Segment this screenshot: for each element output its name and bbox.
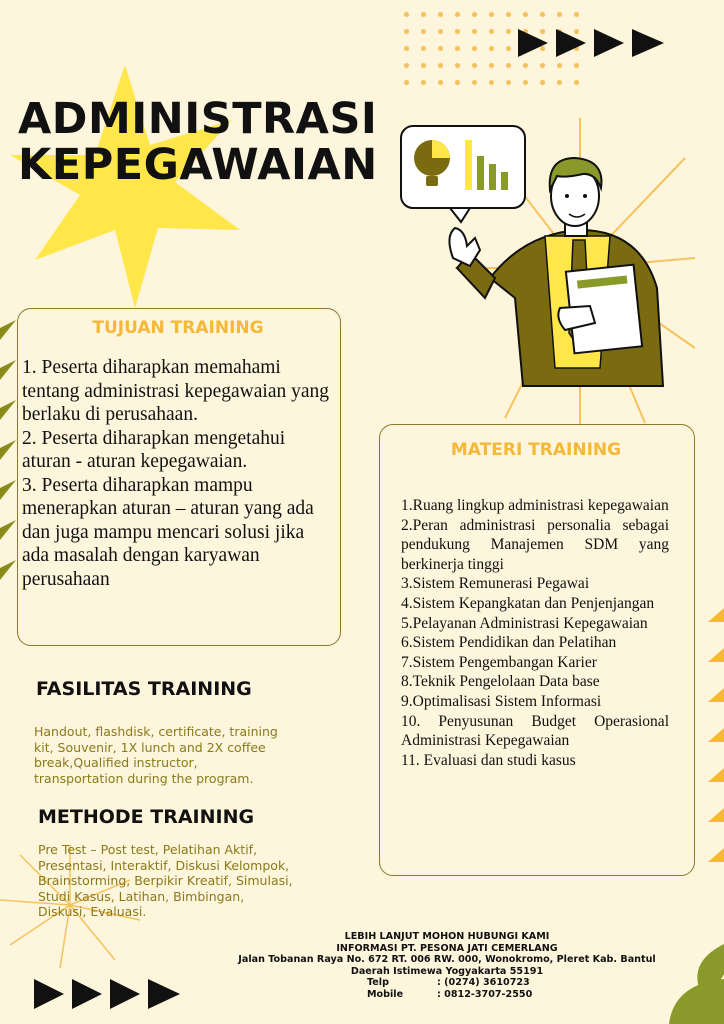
list-item: 7.Sistem Pengembangan Karier	[401, 653, 597, 671]
footer-region: Daerah Istimewa Yogyakarta 55191	[350, 965, 544, 977]
page-title: ADMINISTRASI KEPEGAWAIAN	[18, 94, 378, 190]
leaf-decoration	[664, 944, 724, 1024]
materi-training-heading: MATERI TRAINING	[450, 440, 622, 460]
triangle-arrows-top	[515, 26, 667, 60]
list-item: 1.Ruang lingkup administrasi kepegawaian	[401, 497, 669, 514]
list-item: 2.Peran administrasi personalia sebagai pendukung Manajemen SDM yang berkinerja tinggi	[401, 516, 669, 573]
right-triangle-markers	[704, 600, 724, 880]
presenter-illustration	[395, 118, 695, 428]
list-item: 9.Optimalisasi Sistem Informasi	[401, 692, 602, 710]
phone-row	[232, 977, 662, 989]
fasilitas-training-heading: FASILITAS TRAINING	[36, 678, 252, 700]
mobile-label: Mobile	[367, 988, 404, 1000]
methode-training-heading: METHODE TRAINING	[38, 806, 255, 828]
footer-line: INFORMASI PT. PESONA JATI CEMERLANG	[336, 942, 558, 954]
footer-address: Jalan Tobanan Raya No. 672 RT. 006 RW. 000, Wonokromo, Pleret Kab. Bantul	[238, 954, 656, 966]
materi-training-list	[401, 496, 669, 770]
tujuan-training-text: 1. Peserta diharapkan memahami tentang administrasi kepegawaian yang berlaku di perusahaan. 2. Peserta diharapkan mengetahui aturan - aturan kepegawaian. 3. Peserta diharapkan mampu menerapkan aturan – aturan yang ada dan juga mampu mencari solusi jika ada masalah dengan karyawan perusahaan	[22, 357, 330, 590]
list-item: 10. Penyusunan Budget Operasional Administrasi Kepegawaian	[401, 712, 669, 750]
mobile-row	[232, 989, 662, 1001]
fasilitas-training-text: Handout, flashdisk, certificate, training kit, Souvenir, 1X lunch and 2X coffee break,Qualified instructor, transportation during the program.	[34, 724, 278, 786]
list-item: 6.Sistem Pendidikan dan Pelatihan	[401, 634, 617, 652]
phone-value: : (0274) 3610723	[437, 977, 530, 989]
mobile-value: : 0812-3707-2550	[437, 988, 533, 1000]
methode-training-text: Pre Test – Post test, Pelatihan Aktif, Presentasi, Interaktif, Diskusi Kelompok, Brainstorming, Berpikir Kreatif, Simulasi, Studi Kasus, Latihan, Bimbingan, Diskusi, Evaluasi.	[38, 842, 293, 919]
phone-label: Telp	[367, 977, 389, 989]
list-item: 3.Sistem Remunerasi Pegawai	[401, 575, 590, 593]
list-item: 4.Sistem Kepangkatan dan Penjenjangan	[401, 594, 655, 612]
list-item: 8.Teknik Pengelolaan Data base	[401, 673, 600, 691]
list-item: 5.Pelayanan Administrasi Kepegawaian	[401, 614, 648, 632]
contact-footer	[232, 931, 662, 1001]
tujuan-training-heading: TUJUAN TRAINING	[92, 318, 264, 338]
footer-line: LEBIH LANJUT MOHON HUBUNGI KAMI	[344, 931, 550, 942]
triangle-arrows-bottom	[32, 976, 184, 1012]
list-item: 11. Evaluasi dan studi kasus	[401, 751, 576, 769]
